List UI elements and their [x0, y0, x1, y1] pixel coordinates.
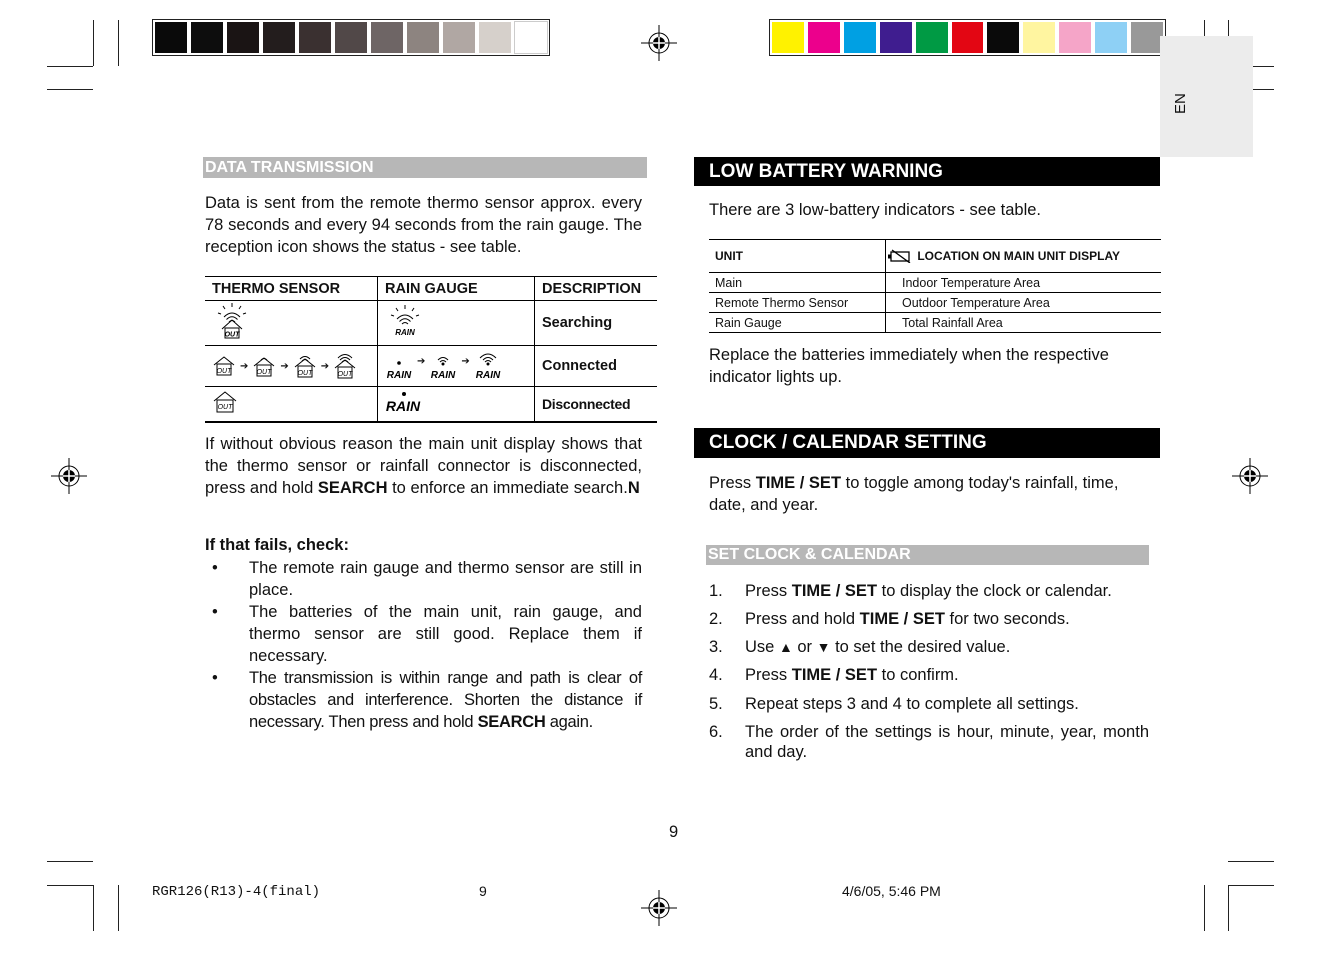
color-swatch: [844, 22, 876, 53]
crop-mark: [1228, 861, 1274, 862]
out-label: OUT: [217, 404, 233, 411]
out-label: OUT: [297, 370, 313, 377]
table-cell: Main: [709, 273, 886, 293]
color-swatch: [1095, 22, 1127, 53]
step-number: 5.: [709, 695, 723, 713]
step-text-part: to confirm.: [877, 666, 959, 684]
low-battery-table: [709, 239, 1161, 333]
crop-mark: [118, 885, 119, 931]
list-item: [205, 667, 642, 733]
low-battery-icon: [888, 249, 914, 263]
list-item-text: The transmission is within range and path is clear of obstacles and interference. Shorten the distance if necessary. Then press and hold: [249, 669, 642, 731]
out-label: OUT: [337, 371, 353, 378]
crop-mark: [93, 20, 94, 66]
color-swatch: [263, 22, 295, 53]
arrow-icon: ➔: [417, 355, 426, 367]
search-instruction: [205, 433, 642, 499]
step-text-part: for two seconds.: [944, 610, 1070, 628]
data-transmission-intro: Data is sent from the remote thermo sensor approx. every 78 seconds and every 94 seconds from the rain gauge. The reception icon shows the status - see table.: [205, 194, 642, 256]
color-swatch: [335, 22, 367, 53]
step-text: [745, 665, 1149, 685]
footer-date: 4/6/05, 5:46 PM: [842, 883, 941, 899]
table-cell: Remote Thermo Sensor: [709, 293, 886, 313]
check-list: [205, 557, 642, 733]
color-swatch: [299, 22, 331, 53]
footer-page: 9: [479, 883, 487, 899]
out-house-signal3-icon: [333, 353, 357, 379]
clock-intro-text: Press: [709, 474, 756, 492]
color-swatch: [443, 22, 475, 53]
table-row: [709, 273, 1161, 293]
list-item: [205, 601, 642, 667]
battery-intro: There are 3 low-battery indicators - see table.: [709, 201, 1041, 219]
registration-mark-icon: [1232, 458, 1268, 494]
table-header-row: [205, 277, 657, 301]
registration-mark-icon: [51, 458, 87, 494]
step-text: Repeat steps 3 and 4 to complete all settings.: [745, 695, 1079, 713]
color-swatch: [952, 22, 984, 53]
table-header: THERMO SENSOR: [205, 277, 378, 301]
step-text: [745, 581, 1149, 601]
table-row: [205, 346, 657, 387]
step-text: [745, 609, 1149, 629]
crop-mark: [1204, 885, 1205, 931]
status-description: Connected: [535, 346, 658, 387]
bullet: •: [212, 603, 218, 621]
time-set-keyword: TIME / SET: [791, 666, 878, 684]
page-number: 9: [669, 823, 679, 841]
section-title-clock-calendar: CLOCK / CALENDAR SETTING: [694, 428, 1160, 458]
step-text: The order of the settings is hour, minute, year, month and day.: [745, 723, 1149, 761]
rain-label: RAIN: [395, 328, 415, 337]
bullet: •: [212, 669, 218, 687]
rain-label: RAIN: [431, 370, 456, 380]
grayscale-color-bar: [152, 19, 550, 56]
rain-searching-icon: [385, 303, 425, 339]
crop-mark: [1228, 885, 1274, 886]
list-item-text: The batteries of the main unit, rain gauge, and thermo sensor are still good. Replace them if necessary.: [249, 603, 642, 665]
color-swatch: [772, 22, 804, 53]
table-row: [205, 387, 657, 423]
crop-mark: [118, 20, 119, 66]
color-swatch: [371, 22, 403, 53]
color-swatch: [808, 22, 840, 53]
thermo-disconnected-cell: [205, 387, 378, 423]
table-row: [709, 313, 1161, 333]
table-header: DESCRIPTION: [535, 277, 658, 301]
crop-mark: [47, 66, 93, 67]
list-item-text: The remote rain gauge and thermo sensor are still in place.: [249, 559, 642, 599]
step-text-part: Press: [745, 666, 792, 684]
step-text: [745, 637, 1149, 657]
stray-letter: N: [627, 479, 640, 497]
rain-signal3-icon: [474, 352, 502, 380]
up-triangle-icon: ▲: [778, 639, 793, 655]
color-swatch: [479, 22, 511, 53]
rain-disconnected-icon: [385, 389, 425, 415]
color-swatch: [916, 22, 948, 53]
battery-note: Replace the batteries immediately when the respective indicator lights up.: [709, 346, 1109, 386]
section-title-low-battery: LOW BATTERY WARNING: [694, 157, 1160, 186]
reception-status-table: [205, 276, 657, 423]
step-text-part: Press: [745, 582, 792, 600]
rain-label: RAIN: [385, 398, 421, 414]
bullet: •: [212, 559, 218, 577]
arrow-icon: ➔: [280, 360, 289, 372]
out-label: OUT: [216, 368, 232, 375]
clock-intro-text: to toggle among today's rainfall, time, date, and year.: [709, 474, 1119, 514]
table-cell: Rain Gauge: [709, 313, 886, 333]
rain-disconnected-cell: [378, 387, 535, 423]
out-label: OUT: [257, 369, 272, 376]
crop-mark: [47, 885, 93, 886]
out-house-icon: [212, 389, 238, 415]
color-swatch: [407, 22, 439, 53]
color-swatch: [227, 22, 259, 53]
clock-intro: [709, 472, 1149, 516]
table-header-location: [886, 240, 1162, 273]
crop-mark: [47, 89, 93, 90]
table-header-row: [709, 240, 1161, 273]
down-triangle-icon: ▼: [816, 639, 831, 655]
rain-label: RAIN: [386, 370, 412, 380]
thermo-connected-sequence: [212, 353, 370, 379]
language-tab: [1160, 36, 1253, 157]
section-title-set-clock: SET CLOCK & CALENDAR: [706, 545, 1149, 565]
table-header: RAIN GAUGE: [378, 277, 535, 301]
step-number: 3.: [709, 638, 723, 656]
arrow-icon: ➔: [240, 360, 249, 372]
crop-mark: [93, 885, 94, 931]
rain-connected-sequence: [385, 352, 527, 380]
search-instruction-text: If without obvious reason the main unit display shows that the thermo sensor or rainfall connector is disconnected, press and hold: [205, 435, 642, 497]
rain-signal2-icon: [429, 352, 457, 380]
status-description: Disconnected: [535, 387, 658, 423]
check-title: If that fails, check:: [205, 536, 349, 554]
color-swatch: [1131, 22, 1163, 53]
color-swatch: [191, 22, 223, 53]
table-row: [205, 301, 657, 346]
language-tab-label: EN: [1172, 93, 1189, 114]
step-number: 4.: [709, 666, 723, 684]
out-house-icon: [212, 353, 236, 379]
search-keyword: SEARCH: [477, 713, 546, 731]
table-header: UNIT: [709, 240, 886, 273]
color-swatch: [515, 22, 547, 53]
table-header: LOCATION ON MAIN UNIT DISPLAY: [917, 248, 1121, 263]
color-swatch: [880, 22, 912, 53]
table-cell: Total Rainfall Area: [886, 313, 1162, 333]
arrow-icon: ➔: [320, 360, 330, 372]
rain-connected-cell: [378, 346, 535, 387]
time-set-keyword: TIME / SET: [755, 474, 842, 492]
color-swatch: [1023, 22, 1055, 53]
step-number: 1.: [709, 582, 723, 600]
out-label: OUT: [224, 331, 240, 339]
rain-label: RAIN: [475, 370, 501, 380]
registration-mark-icon: [641, 25, 677, 61]
thermo-searching-cell: [205, 301, 378, 346]
color-swatch: [1059, 22, 1091, 53]
step-text-part: Press and hold: [745, 610, 860, 628]
rain-signal1-icon: [385, 352, 413, 380]
section-title-data-transmission: DATA TRANSMISSION: [203, 157, 647, 178]
list-item: [205, 557, 642, 601]
out-house-signal2-icon: [293, 353, 317, 379]
table-row: [709, 293, 1161, 313]
thermo-connected-cell: [205, 346, 378, 387]
footer-file-name: RGR126(R13)-4(final): [152, 884, 321, 900]
step-text-part: to set the desired value.: [830, 638, 1011, 656]
color-swatch: [155, 22, 187, 53]
time-set-keyword: TIME / SET: [791, 582, 878, 600]
table-cell: Outdoor Temperature Area: [886, 293, 1162, 313]
registration-mark-icon: [641, 890, 677, 926]
color-swatch: [987, 22, 1019, 53]
step-number: 2.: [709, 610, 723, 628]
step-text-part: or: [792, 638, 817, 656]
step-text-part: to display the clock or calendar.: [877, 582, 1112, 600]
rain-searching-cell: [378, 301, 535, 346]
time-set-keyword: TIME / SET: [859, 610, 945, 628]
crop-mark: [1228, 885, 1229, 931]
crop-mark: [47, 861, 93, 862]
search-keyword: SEARCH: [317, 479, 388, 497]
search-instruction-text: to enforce an immediate search.: [387, 479, 628, 497]
process-color-bar: [769, 19, 1166, 56]
table-cell: Indoor Temperature Area: [886, 273, 1162, 293]
out-house-signal1-icon: [252, 353, 276, 379]
step-text-part: Use: [745, 638, 779, 656]
thermo-searching-icon: [212, 301, 252, 341]
status-description: Searching: [535, 301, 658, 346]
arrow-icon: ➔: [461, 355, 470, 367]
step-number: 6.: [709, 723, 723, 741]
list-item-text: again.: [545, 713, 593, 731]
